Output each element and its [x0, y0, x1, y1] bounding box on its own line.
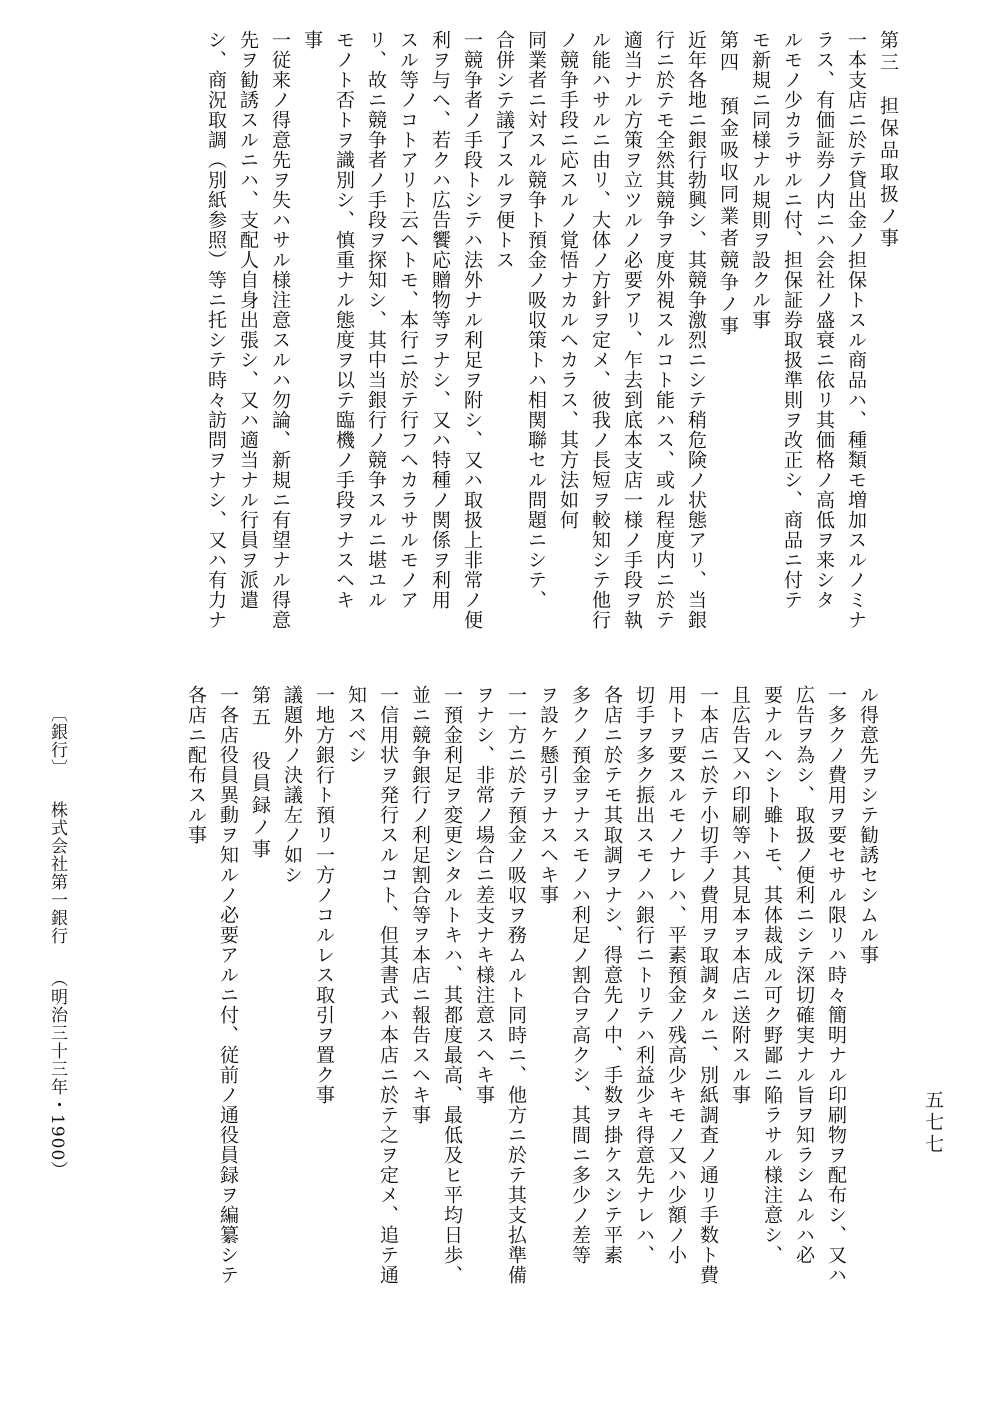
text-column: モノト否トヲ識別シ、慎重ナル態度ヲ以テ臨機ノ手段ヲナスヘキ	[333, 30, 355, 610]
text-column: 一地方銀行ト預リ一方ノコルレス取引ヲ置ク事	[313, 685, 335, 1105]
text-column: 行ニ於テモ全然其競争ヲ度外視スルコト能ハス、或ル程度内ニ於テ	[653, 30, 675, 630]
text-column: 一本支店ニ於テ貸出金ノ担保トスル商品ハ、種類モ増加スルノミナ	[845, 30, 867, 630]
text-column: 合併シテ議了スルヲ便トス	[493, 30, 515, 270]
text-column: 一預金利足ヲ変更シタルトキハ、其都度最高、最低及ヒ平均日歩、	[441, 685, 463, 1285]
text-column: ヲ設ケ懸引ヲナスヘキ事	[537, 685, 559, 905]
section-heading-4: 第四 預金吸収同業者競争ノ事	[717, 30, 739, 338]
text-column: 各店ニ於テモ其取調ヲナシ、得意先ノ中、手数ヲ掛ケスシテ平素	[601, 685, 623, 1265]
text-column: ヲナシ、非常ノ場合ニ差支ナキ様注意スヘキ事	[473, 685, 495, 1105]
text-column: 一競争者ノ手段トシテハ法外ナル利足ヲ附シ、又ハ取扱上非常ノ便	[461, 30, 483, 630]
lower-text-block	[180, 685, 884, 1285]
text-column: 適当ナル方策ヲ立ツルノ必要アリ、乍去到底本支店一様ノ手段ヲ執	[621, 30, 643, 630]
footer-date: （明治三十三年・1900）	[47, 969, 67, 1180]
text-column: ノ競争手段ニ応スルノ覚悟ナカルヘカラス、其方法如何	[557, 30, 579, 530]
section-heading-3: 第三 担保品取扱ノ事	[877, 30, 899, 250]
text-column: 各店ニ配布スル事	[185, 685, 207, 845]
text-column: ラス、有価証券ノ内ニハ会社ノ盛衰ニ依リ其価格ノ高低ヲ来シタ	[813, 30, 835, 610]
text-column: リ、故ニ競争者ノ手段ヲ探知シ、其中当銀行ノ競争スルニ堪ユル	[365, 30, 387, 610]
text-column: 事	[301, 30, 323, 50]
text-column: ル得意先ヲシテ勧誘セシムル事	[857, 685, 879, 965]
text-column: 切手ヲ多ク振出スモノハ銀行ニトリテハ利益少キ得意先ナレハ、	[633, 685, 655, 1265]
text-column: 一従来ノ得意先ヲ失ハサル様注意スルハ勿論、新規ニ有望ナル得意	[269, 30, 291, 630]
text-column: 先ヲ勧誘スルニハ、支配人自身出張シ、又ハ適当ナル行員ヲ派遣	[237, 30, 259, 610]
resolution-heading: 議題外ノ決議左ノ如シ	[281, 685, 303, 885]
text-column: ル能ハサルニ由リ、大体ノ方針ヲ定メ、彼我ノ長短ヲ較知シテ他行	[589, 30, 611, 630]
text-column: 並ニ競争銀行ノ利足割合等ヲ本店ニ報告スヘキ事	[409, 685, 431, 1125]
text-column: 一信用状ヲ発行スルコト、但其書式ハ本店ニ於テ之ヲ定メ、追テ通	[377, 685, 399, 1285]
footer-category: 〔銀行〕	[47, 705, 67, 777]
text-column: スル等ノコトアリト云ヘトモ、本行ニ於テ行フヘカラサルモノア	[397, 30, 419, 610]
text-column: 近年各地ニ銀行勃興シ、其競争激烈ニシテ稍危険ノ状態アリ、当銀	[685, 30, 707, 630]
text-column: 知スベシ	[345, 685, 367, 765]
section-heading-5: 第五 役員録ノ事	[249, 685, 271, 861]
text-column: 用トヲ要スルモノナレハ、平素預金ノ残高少キモノ又ハ少額ノ小	[665, 685, 687, 1265]
text-column: 一多クノ費用ヲ要セサル限リハ時々簡明ナル印刷物ヲ配布シ、又ハ	[825, 685, 847, 1285]
text-column: シ、商況取調（別紙参照）等ニ托シテ時々訪問ヲナシ、又ハ有力ナ	[205, 30, 227, 630]
text-column: 一各店役員異動ヲ知ルノ必要アルニ付、従前ノ通役員録ヲ編纂シテ	[217, 685, 239, 1285]
upper-text-block	[200, 30, 904, 630]
text-column: ルモノ少カラサルニ付、担保証券取扱準則ヲ改正シ、商品ニ付テ	[781, 30, 803, 610]
text-column: 広告ヲ為シ、取扱ノ便利ニシテ深切確実ナル旨ヲ知ラシムルハ必	[793, 685, 815, 1265]
text-column: 利ヲ与ヘ、若クハ広告饗応贈物等ヲナシ、又ハ特種ノ関係ヲ利用	[429, 30, 451, 610]
text-column: モ新規ニ同様ナル規則ヲ設クル事	[749, 30, 771, 330]
text-column: 一一方ニ於テ預金ノ吸収ヲ務ムルト同時ニ、他方ニ於テ其支払準備	[505, 685, 527, 1285]
text-column: 且広告又ハ印刷等ハ其見本ヲ本店ニ送附スル事	[729, 685, 751, 1105]
text-column: 同業者ニ対スル競争ト預金ノ吸収策トハ相関聯セル問題ニシテ、	[525, 30, 547, 610]
page-number: 五七七	[922, 1090, 944, 1156]
text-column: 要ナルヘシト雖トモ、其体裁成ル可ク野鄙ニ陥ラサル様注意シ、	[761, 685, 783, 1265]
footer-company: 株式会社第一銀行	[47, 801, 67, 946]
text-column: 一本店ニ於テ小切手ノ費用ヲ取調タルニ、別紙調査ノ通リ手数ト費	[697, 685, 719, 1285]
source-footer	[45, 705, 69, 1197]
text-column: 多クノ預金ヲナスモノハ利足ノ割合ヲ高クシ、其間ニ多少ノ差等	[569, 685, 591, 1265]
